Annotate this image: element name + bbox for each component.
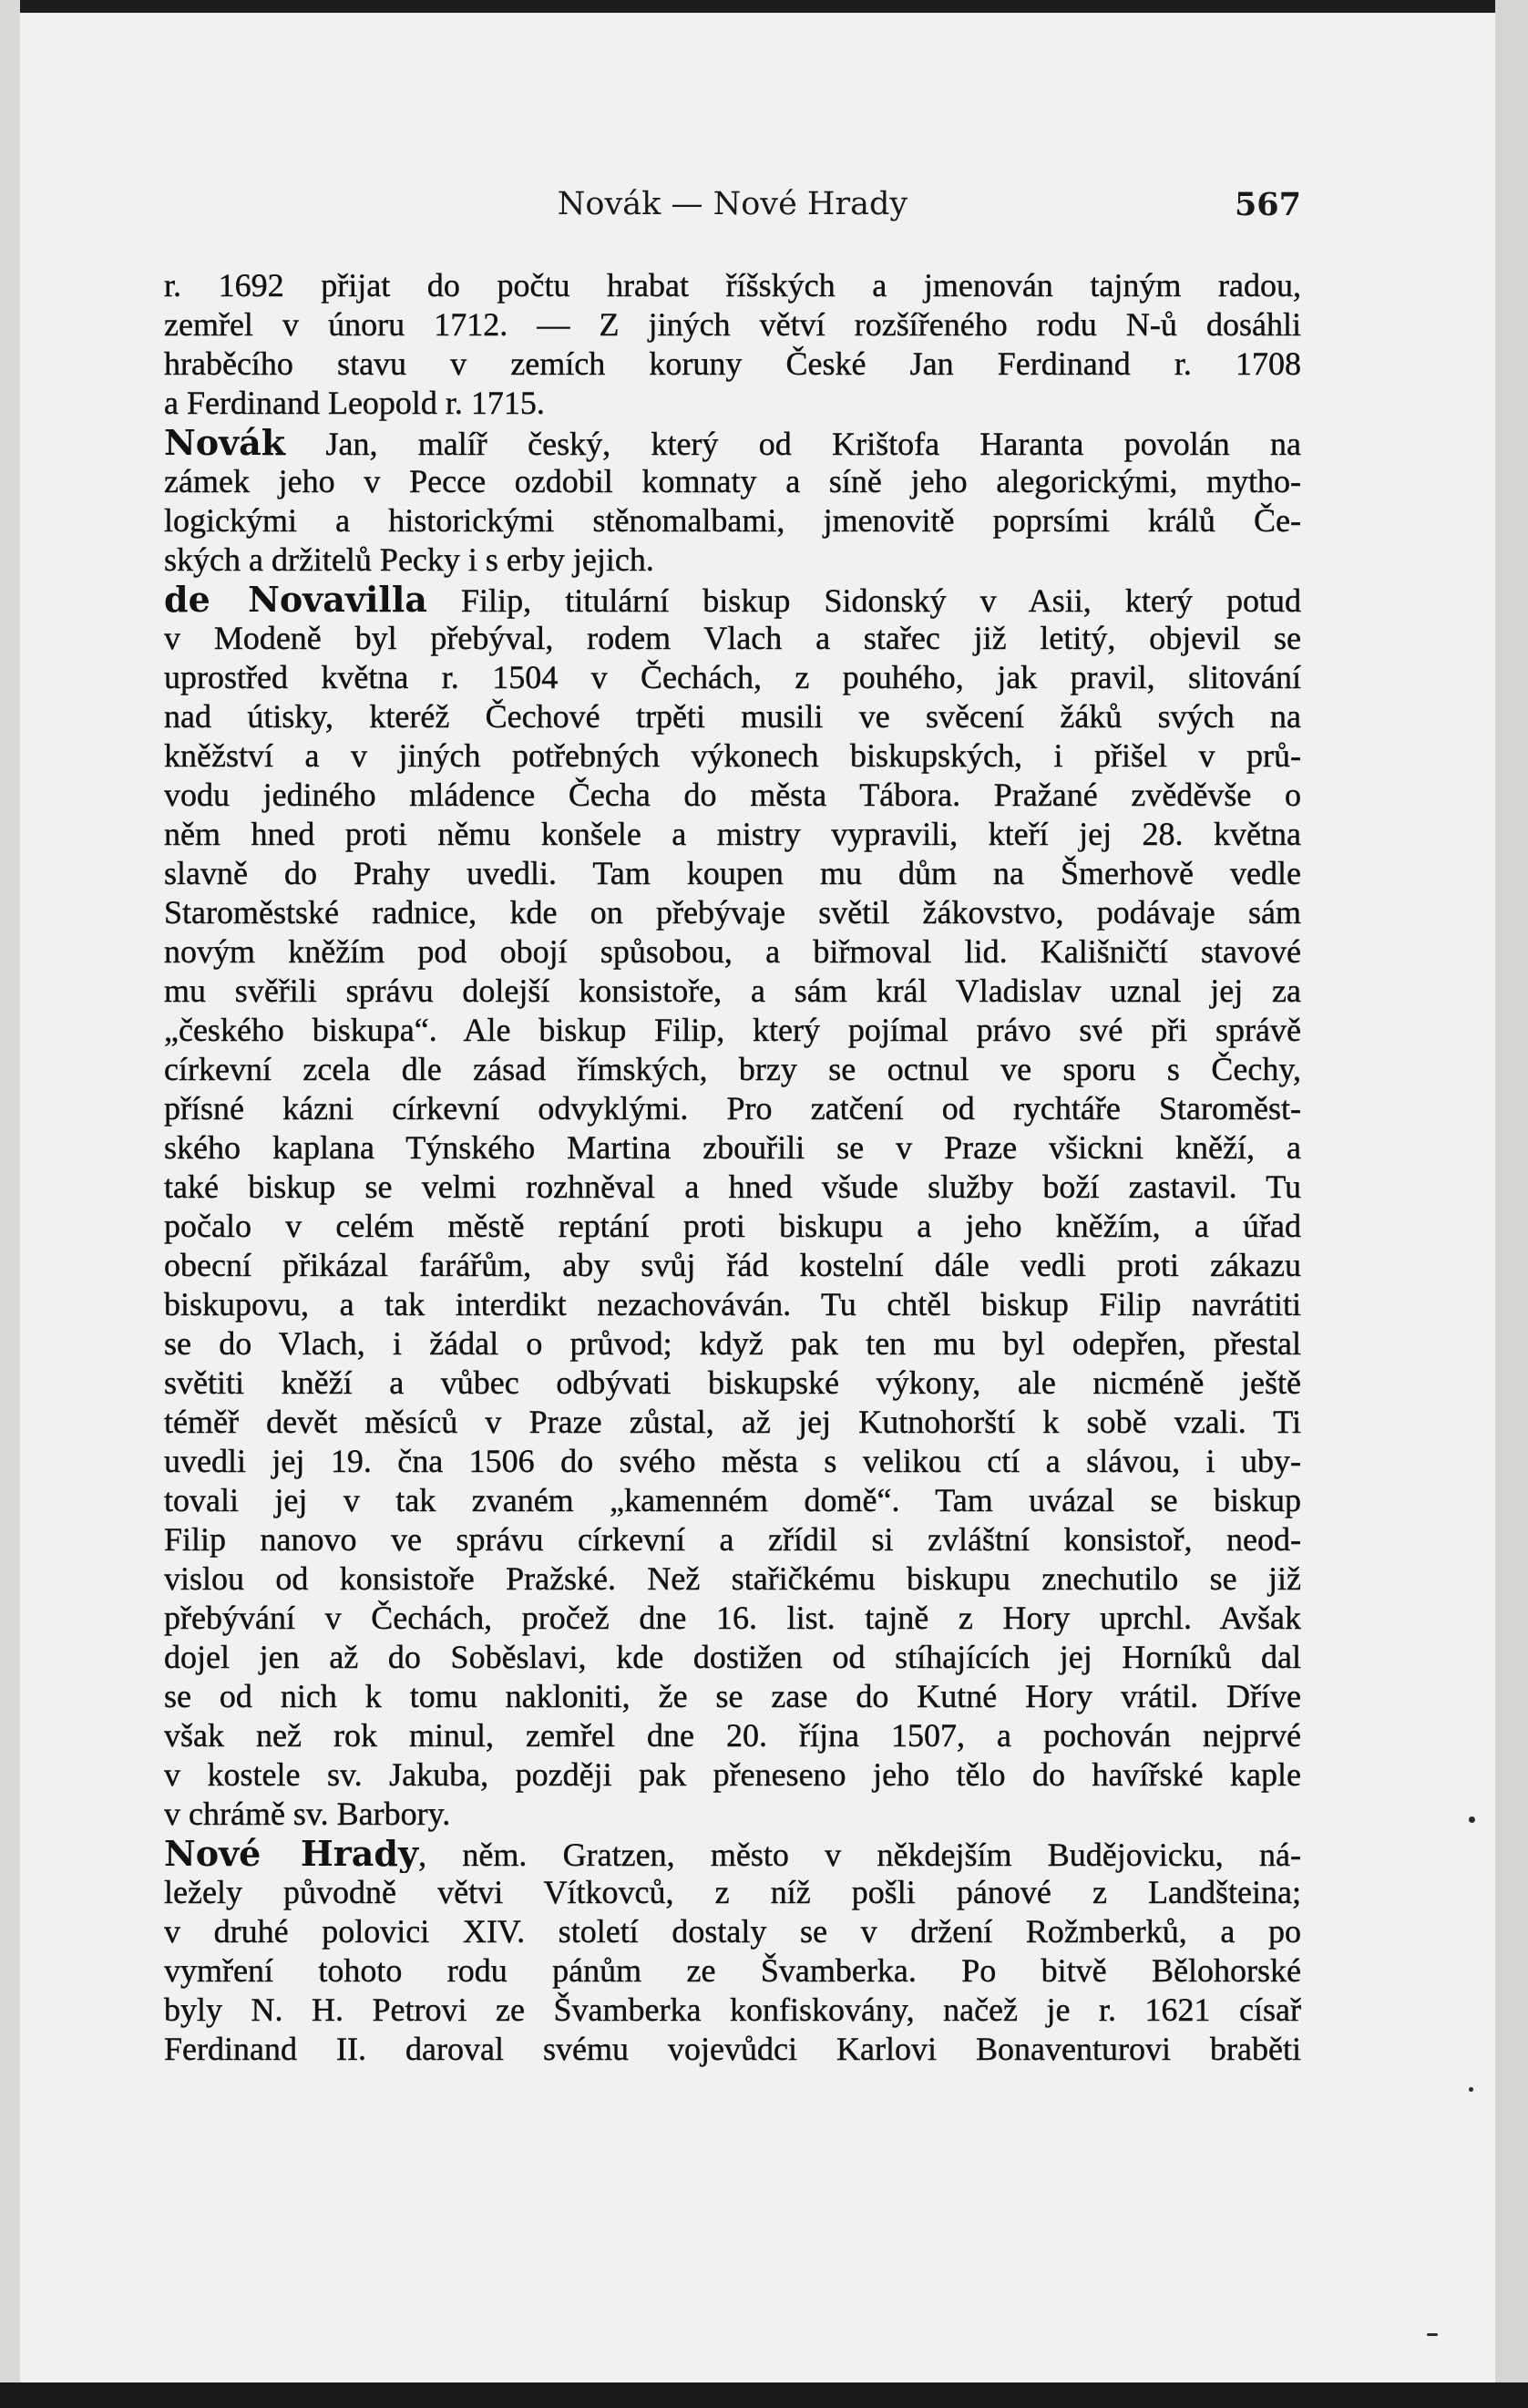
text-line: dojel jen až do Soběslavi, kde dostižen od stíhajících jej Horníků dal [164,1639,1301,1675]
text-line: novým kněžím pod obojí spůsobou, a biřmoval lid. Kališničtí stavové [164,933,1301,970]
text-line: v kostele sv. Jakuba, později pak přeneseno jeho tělo do havířské kaple [164,1756,1301,1793]
running-head: Novák — Nové Hrady [557,186,908,222]
scan-speck [1469,1816,1475,1823]
scan-border-right [1495,0,1528,2408]
text-line: Ferdinand II. daroval svému vojevůdci Karlovi Bonaventurovi braběti [164,2031,1301,2067]
text-line: mu svěřili správu dolejší konsistoře, a sám král Vladislav uznal jej za [164,972,1301,1009]
entry-novak-jan: Novák Jan, malíř český, který od Krištofa Haranta povolán na [164,423,1301,462]
text-line: něm hned proti němu konšele a mistry vypravili, kteří jej 28. května [164,816,1301,852]
text-line: Filip nanovo ve správu církevní a zřídil si zvláštní konsistoř, neod- [164,1521,1301,1558]
text-line: zámek jeho v Pecce ozdobil komnaty a síně jeho alegorickými, mytho- [164,463,1301,499]
text-line: téměř devět měsíců v Praze zůstal, až jej Kutnohorští k sobě vzali. Ti [164,1404,1301,1440]
body-text [164,266,1301,2069]
text-line: církevní zcela dle zásad římských, brzy se octnul ve sporu s Čechy, [164,1051,1301,1087]
text-line: hraběcího stavu v zemích koruny České Jan Ferdinand r. 1708 [164,345,1301,382]
text-line: světiti kněží a vůbec odbývati biskupské výkony, ale nicméně ještě [164,1364,1301,1401]
text-line: ských a držitelů Pecky i s erby jejich. [164,541,654,578]
text-line: „českého biskupa“. Ale biskup Filip, který pojímal právo své při správě [164,1012,1301,1048]
text-line: logickými a historickými stěnomalbami, jmenovitě poprsími králů Če- [164,502,1301,539]
text-line: také biskup se velmi rozhněval a hned všude služby boží zastavil. Tu [164,1168,1301,1205]
text-line: však než rok minul, zemřel dne 20. října 1507, a pochován nejprvé [164,1717,1301,1754]
text-line: nad útisky, kteréž Čechové trpěti musili ve svěcení žáků svých na [164,698,1301,735]
text-line: r. 1692 přijat do počtu hrabat říšských a jmenován tajným radou, [164,267,1301,304]
text-line: uvedli jej 19. čna 1506 do svého města s velikou ctí a slávou, i uby- [164,1443,1301,1479]
text-line: kněžství a v jiných potřebných výkonech biskupských, i přišel v prů- [164,737,1301,774]
text-line: vymření tohoto rodu pánům ze Švamberka. Po bitvě Bělohorské [164,1952,1301,1989]
page-number: 567 [1234,186,1301,223]
text-line: zemřel v únoru 1712. — Z jiných větví rozšířeného rodu N-ů dosáhli [164,306,1301,343]
text-line: přebývání v Čechách, pročež dne 16. list. tajně z Hory uprchl. Avšak [164,1600,1301,1636]
text-line: se od nich k tomu nakloniti, že se zase do Kutné Hory vrátil. Dříve [164,1678,1301,1714]
scan-border-bottom [0,2382,1528,2408]
text-line: přísné kázni církevní odvyklými. Pro zatčení od rychtáře Staroměst- [164,1090,1301,1127]
scan-border-left [0,0,20,2408]
text-line: biskupovu, a tak interdikt nezachováván. Tu chtěl biskup Filip navrátiti [164,1286,1301,1322]
text-line: byly N. H. Petrovi ze Švamberka konfiskovány, načež je r. 1621 císař [164,1991,1301,2028]
text-line: ležely původně větvi Vítkovců, z níž pošli pánové z Landšteina; [164,1874,1301,1910]
text-line: v chrámě sv. Barbory. [164,1796,451,1832]
text-line: v druhé polovici XIV. století dostaly se v držení Rožmberků, a po [164,1913,1301,1950]
entry-headword: Nové Hrady [164,1834,419,1873]
text-line: se do Vlach, i žádal o průvod; když pak ten mu byl odepřen, přestal [164,1325,1301,1362]
text-line: obecní přikázal farářům, aby svůj řád kostelní dále vedli proti zákazu [164,1247,1301,1283]
text-line: tovali jej v tak zvaném „kamenném domě“. Tam uvázal se biskup [164,1482,1301,1518]
scan-speck [1469,2087,1473,2092]
entry-nove-hrady: Nové Hrady, něm. Gratzen, město v někdejším Budějovicku, ná- [164,1834,1301,1873]
text-line: ského kaplana Týnského Martina zbouřili se v Praze všickni kněží, a [164,1129,1301,1166]
entry-headword: de Novavilla [164,580,427,619]
scan-border-top [0,0,1528,13]
text-line: uprostřed května r. 1504 v Čechách, z pouhého, jak pravil, slitování [164,659,1301,695]
text-line: vislou od konsistoře Pražské. Než stařičkému biskupu znechutilo se již [164,1560,1301,1597]
text-line: slavně do Prahy uvedli. Tam koupen mu dům na Šmerhově vedle [164,855,1301,891]
entry-headword: Novák [164,423,286,462]
text-line: a Ferdinand Leopold r. 1715. [164,385,545,421]
entry-de-novavilla: de Novavilla Filip, titulární biskup Sidonský v Asii, který potud [164,580,1301,619]
text-line: vodu jediného mládence Čecha do města Tábora. Pražané zvěděvše o [164,777,1301,813]
page-header [164,186,1301,232]
scan-speck [1427,2333,1438,2336]
text-line: Staroměstské radnice, kde on přebývaje světil žákovstvo, podávaje sám [164,894,1301,931]
text-line: v Modeně byl přebýval, rodem Vlach a stařec již letitý, objevil se [164,620,1301,656]
text-line: počalo v celém městě reptání proti biskupu a jeho kněžím, a úřad [164,1208,1301,1244]
